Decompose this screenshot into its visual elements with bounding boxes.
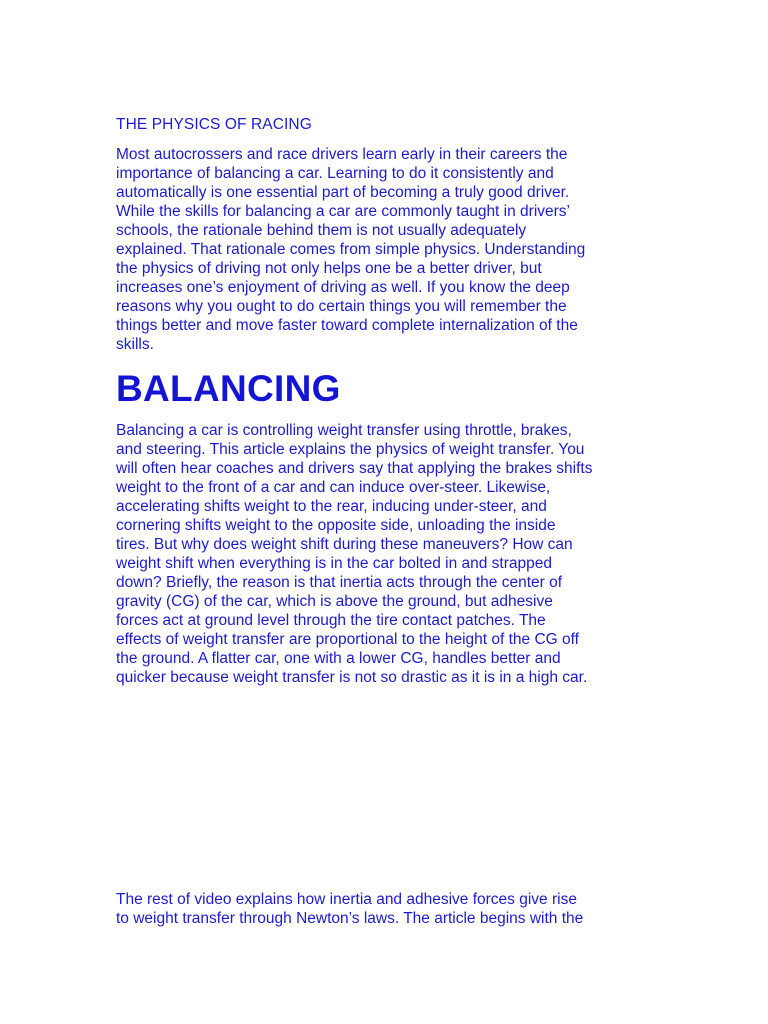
intro-line: skills. (116, 336, 154, 353)
intro-line: the physics of driving not only helps one be a better driver, but (116, 260, 542, 277)
section-heading-balancing: BALANCING (116, 368, 341, 409)
intro-line: schools, the rationale behind them is not usually adequately (116, 222, 527, 239)
intro-line: While the skills for balancing a car are commonly taught in drivers’ (116, 203, 570, 220)
balancing-line: weight shift when everything is in the car bolted in and strapped (116, 555, 552, 572)
balancing-line: Balancing a car is controlling weight transfer using throttle, brakes, (116, 422, 572, 439)
intro-line: increases one’s enjoyment of driving as well. If you know the deep (116, 279, 570, 296)
intro-line: Most autocrossers and race drivers learn early in their careers the (116, 146, 568, 163)
intro-line: automatically is one essential part of becoming a truly good driver. (116, 184, 570, 201)
intro-line: explained. That rationale comes from simple physics. Understanding (116, 241, 586, 258)
balancing-line: forces act at ground level through the tire contact patches. The (116, 612, 546, 629)
document-title: THE PHYSICS OF RACING (116, 116, 312, 133)
balancing-line: down? Briefly, the reason is that inertia acts through the center of (116, 574, 563, 591)
intro-line: things better and move faster toward complete internalization of the (116, 317, 578, 334)
balancing-line: cornering shifts weight to the opposite side, unloading the inside (116, 517, 556, 534)
balancing-line: quicker because weight transfer is not so drastic as it is in a high car. (116, 669, 588, 686)
balancing-line: and steering. This article explains the physics of weight transfer. You (116, 441, 585, 458)
rest-paragraph (116, 890, 656, 928)
balancing-line: weight to the front of a car and can induce over-steer. Likewise, (116, 479, 551, 496)
balancing-line: the ground. A flatter car, one with a lower CG, handles better and (116, 650, 561, 667)
balancing-line: gravity (CG) of the car, which is above the ground, but adhesive (116, 593, 553, 610)
balancing-line: will often hear coaches and drivers say that applying the brakes shifts (116, 460, 593, 477)
balancing-line: accelerating shifts weight to the rear, inducing under-steer, and (116, 498, 547, 515)
balancing-line: effects of weight transfer are proportional to the height of the CG off (116, 631, 579, 648)
intro-line: reasons why you ought to do certain things you will remember the (116, 298, 567, 315)
balancing-line: tires. But why does weight shift during these maneuvers? How can (116, 536, 573, 553)
rest-line: The rest of video explains how inertia and adhesive forces give rise (116, 891, 577, 908)
intro-line: importance of balancing a car. Learning to do it consistently and (116, 165, 554, 182)
balancing-paragraph (116, 421, 656, 687)
rest-line: to weight transfer through Newton’s laws. The article begins with the (116, 910, 584, 927)
intro-paragraph (116, 145, 656, 354)
